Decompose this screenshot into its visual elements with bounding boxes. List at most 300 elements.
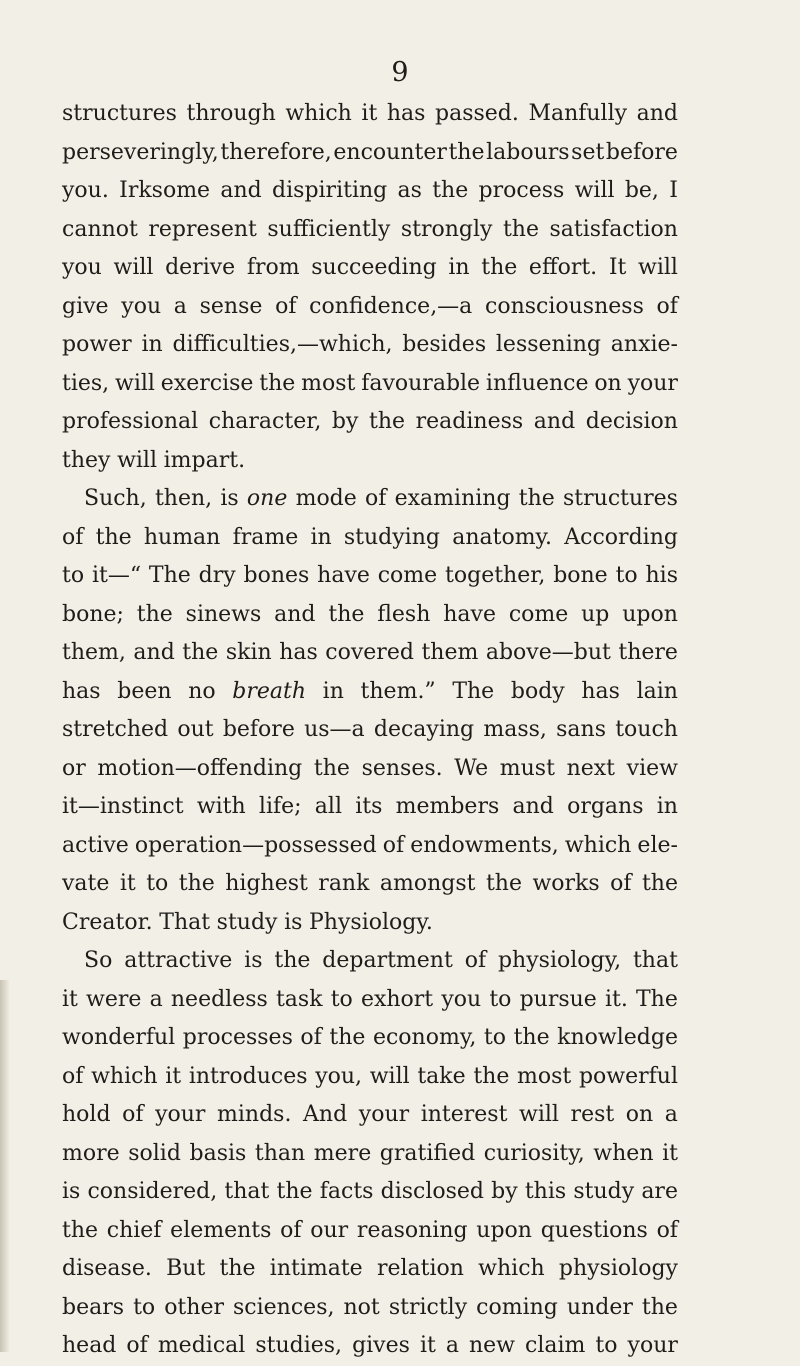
word: through (186, 101, 276, 126)
text-line (62, 557, 678, 596)
word: rest (570, 1102, 615, 1127)
word: which (285, 101, 352, 126)
word: organs (567, 794, 644, 819)
word: attractive (124, 948, 233, 973)
word: set (571, 139, 605, 165)
word: come (508, 601, 569, 627)
word: of (656, 1217, 678, 1243)
word: the (448, 139, 485, 165)
word: his (645, 563, 678, 588)
text-line (62, 480, 678, 519)
word: will (115, 370, 155, 396)
word: all (314, 794, 342, 819)
word: dry (198, 563, 236, 588)
word: is (244, 948, 263, 973)
word: has (386, 101, 426, 126)
word: not (343, 1294, 380, 1320)
word: active (62, 832, 129, 858)
word: frame (232, 524, 299, 550)
word: as (397, 178, 422, 203)
word: sciences, (233, 1294, 335, 1320)
word: bears (62, 1294, 125, 1320)
word: it (62, 986, 78, 1012)
word: under (566, 1294, 633, 1320)
word: medical (157, 1333, 246, 1358)
word: them, (62, 640, 126, 665)
word: of (610, 871, 632, 896)
page-number: 9 (391, 57, 409, 88)
word: to (595, 1333, 618, 1358)
word: you. (62, 178, 109, 203)
word: head (62, 1333, 117, 1358)
word: decision (585, 409, 678, 434)
text-line (62, 211, 678, 250)
word: and (274, 601, 316, 627)
word: and (133, 640, 175, 665)
word: strictly (388, 1294, 468, 1320)
word: highest (225, 871, 308, 896)
word: works (532, 871, 600, 896)
word: them.” (360, 678, 436, 704)
word: it (662, 1140, 678, 1166)
word: have (443, 601, 496, 627)
word: new (468, 1333, 516, 1358)
word: a (664, 1102, 678, 1127)
word: before (605, 139, 678, 165)
word: been (117, 678, 172, 704)
text-line (62, 827, 678, 866)
word: then, (154, 486, 213, 511)
word: hold (62, 1102, 111, 1127)
word: before (222, 717, 295, 742)
word: to (133, 1294, 156, 1320)
word: of (275, 293, 297, 319)
word: above—but (485, 640, 611, 665)
word: anxie- (610, 332, 678, 357)
word: in (656, 794, 678, 819)
word: the (259, 370, 296, 396)
word: chief (106, 1217, 162, 1243)
word: basis (189, 1140, 247, 1166)
word: wonderful (62, 1025, 176, 1050)
word: ties, (62, 370, 110, 396)
word: them (421, 640, 479, 665)
word: represent (148, 216, 257, 242)
word: is (62, 1179, 81, 1204)
word: motion—offending (97, 755, 303, 781)
word: professional (62, 409, 199, 434)
word: succeeding (311, 255, 437, 280)
word: will (519, 1102, 559, 1127)
word: of (122, 1102, 144, 1127)
word: which (478, 1256, 545, 1281)
word: up (581, 601, 610, 627)
word: more (62, 1140, 120, 1166)
word: the (432, 178, 469, 203)
word: when (593, 1140, 654, 1166)
word: introduces (188, 1063, 308, 1089)
word: considered, (87, 1179, 218, 1204)
word: will (369, 1063, 410, 1089)
word: your (627, 1333, 678, 1358)
word: According (564, 524, 678, 550)
word: the (481, 255, 518, 280)
word: satisfaction (549, 216, 678, 242)
word: there (618, 640, 678, 665)
word: bones (243, 563, 310, 588)
text-line (62, 1250, 678, 1289)
word: interest (420, 1102, 508, 1127)
word: needless (170, 986, 268, 1012)
word: the (95, 524, 132, 550)
word: will (113, 255, 154, 280)
word: of (464, 948, 487, 973)
word: the (513, 1025, 550, 1050)
word: encounter (333, 139, 447, 165)
word: strongly (400, 216, 493, 242)
text-line (62, 365, 678, 404)
word: and (533, 409, 576, 434)
text-line (62, 172, 678, 211)
word: disease. (62, 1256, 152, 1281)
word: mode (295, 486, 357, 511)
word: powerful (578, 1063, 678, 1089)
word: physiology (558, 1256, 678, 1281)
word: from (246, 255, 300, 280)
word: study (573, 1179, 635, 1204)
word: to (146, 871, 169, 896)
word: stretched (62, 717, 169, 742)
word: will (117, 447, 158, 473)
word: structures (62, 101, 177, 126)
word: examining (394, 486, 511, 511)
text-line (62, 442, 678, 481)
word: the (62, 1217, 99, 1243)
word: coming (476, 1294, 558, 1320)
word: the (502, 216, 539, 242)
word: structures (563, 486, 678, 511)
word: human (143, 524, 221, 550)
text-line (62, 942, 678, 981)
word: passed. (435, 101, 519, 126)
word: it—“ (91, 563, 142, 588)
word: come (377, 563, 438, 588)
word: pursue (519, 986, 597, 1012)
word: has (581, 678, 620, 704)
word: Such, (84, 486, 147, 511)
word: has (62, 678, 101, 704)
word: of (365, 486, 387, 511)
word: I (669, 178, 678, 203)
word: which (91, 1063, 158, 1089)
word: questions (540, 1217, 648, 1243)
word: And (303, 1102, 348, 1127)
word: labours (486, 139, 570, 165)
word: the (369, 409, 406, 434)
word: to (62, 563, 85, 588)
word: or (62, 755, 86, 781)
word: body (510, 678, 565, 704)
word: and (220, 178, 262, 203)
word: difficulties,—which, (172, 332, 393, 357)
word: it (419, 1333, 436, 1358)
word: That (159, 909, 211, 935)
word: on (594, 370, 622, 396)
word: its (355, 794, 383, 819)
word: sinews (185, 601, 262, 627)
word: elements (170, 1217, 272, 1243)
word: and (512, 794, 554, 819)
word: of (300, 1025, 322, 1050)
word: the (473, 1063, 510, 1089)
word: vate (62, 871, 110, 896)
word: our (310, 1217, 349, 1243)
word: studying (343, 524, 440, 550)
word: derive (165, 255, 236, 280)
word: most (301, 370, 356, 396)
word: you, (315, 1063, 363, 1089)
word: besides (402, 332, 487, 357)
word: character, (208, 409, 322, 434)
word: reasoning (356, 1217, 468, 1243)
word: you (62, 255, 102, 280)
word: take (417, 1063, 466, 1089)
word: must (499, 755, 555, 781)
word: skin (225, 640, 272, 665)
word: your (627, 370, 678, 396)
word: are (641, 1179, 678, 1204)
word: it (361, 101, 378, 126)
word: decaying (373, 717, 475, 742)
word: this (524, 1179, 567, 1204)
word: to (489, 986, 512, 1012)
text-line (62, 634, 678, 673)
text-line (62, 1019, 678, 1058)
word: your (155, 1102, 206, 1127)
word: lain (636, 678, 678, 704)
word: together, (445, 563, 546, 588)
word: gives (352, 1333, 410, 1358)
word: Irksome (119, 178, 211, 203)
word: by (491, 1179, 518, 1204)
word: it—instinct (62, 794, 184, 819)
word: mere (313, 1140, 372, 1166)
word: curiosity, (483, 1140, 585, 1166)
word: that (224, 1179, 270, 1204)
text-line (62, 1327, 678, 1366)
word: life; (258, 794, 302, 819)
word: therefore, (220, 139, 332, 165)
word: solid (128, 1140, 181, 1166)
word: on (625, 1102, 654, 1127)
word: physiology, (497, 948, 622, 973)
word: of (62, 524, 84, 550)
word: operation—possessed (134, 832, 377, 858)
text-line (62, 788, 678, 827)
word: exercise (160, 370, 254, 396)
word: give (62, 293, 109, 319)
word: most (517, 1063, 572, 1089)
word: bone; (62, 601, 124, 627)
text-line (62, 288, 678, 327)
word: the (274, 948, 311, 973)
word: with (196, 794, 246, 819)
word: Creator. (62, 909, 153, 935)
word: a (445, 1333, 459, 1358)
word: to (615, 563, 638, 588)
word: other (164, 1294, 224, 1320)
word: of (382, 832, 405, 858)
word: a (149, 986, 163, 1012)
word: the (178, 871, 215, 896)
word: is (284, 909, 303, 935)
text-line (62, 596, 678, 635)
word: your (358, 1102, 410, 1127)
word: it (165, 1063, 182, 1089)
word: perseveringly, (62, 139, 219, 165)
text-line (62, 711, 678, 750)
word: lessening (495, 332, 602, 357)
text-line (62, 904, 678, 943)
word: minds. (217, 1102, 292, 1127)
text-line (62, 519, 678, 558)
word: one (246, 486, 288, 511)
word: the (182, 640, 219, 665)
word: the (136, 601, 173, 627)
word: of (62, 1063, 84, 1089)
text-line (62, 326, 678, 365)
word: they (62, 447, 111, 473)
word: impart. (163, 447, 246, 473)
word: which (564, 832, 632, 858)
word: in (448, 255, 470, 280)
text-line (62, 673, 678, 712)
word: Physiology. (309, 909, 433, 935)
word: department (322, 948, 453, 973)
word: it. (604, 986, 628, 1012)
word: have (317, 563, 370, 588)
word: influence (485, 370, 589, 396)
word: and (636, 101, 678, 126)
word: task (275, 986, 323, 1012)
word: members (395, 794, 500, 819)
word: in (141, 332, 163, 357)
word: facts (319, 1179, 374, 1204)
text-line (62, 1289, 678, 1328)
word: no (188, 678, 216, 704)
word: economy, (372, 1025, 477, 1050)
word: you (121, 293, 162, 319)
word: cannot (62, 216, 138, 242)
word: process (478, 178, 565, 203)
word: Manfully (528, 101, 628, 126)
word: the (219, 1256, 256, 1281)
word: will (574, 178, 615, 203)
word: of (280, 1217, 302, 1243)
word: bone (553, 563, 608, 588)
word: be, (624, 178, 659, 203)
word: breath (232, 678, 307, 704)
word: were (86, 986, 142, 1012)
word: ele- (637, 832, 678, 858)
text-line (62, 1135, 678, 1174)
text-line (62, 750, 678, 789)
word: readiness (415, 409, 524, 434)
word: study (216, 909, 278, 935)
word: confidence,—a (309, 293, 473, 319)
word: the (518, 486, 555, 511)
word: the (641, 1294, 678, 1320)
word: a (173, 293, 187, 319)
word: claim (525, 1333, 586, 1358)
word: amongst (379, 871, 476, 896)
word: studies, (255, 1333, 343, 1358)
text-line (62, 981, 678, 1020)
word: anatomy. (452, 524, 553, 550)
word: consciousness (485, 293, 644, 319)
word: gratified (379, 1140, 476, 1166)
word: the (276, 1179, 313, 1204)
word: that (632, 948, 678, 973)
word: relation (376, 1256, 464, 1281)
text-line (62, 249, 678, 288)
word: power (62, 332, 132, 357)
word: is (220, 486, 239, 511)
text-line (62, 403, 678, 442)
word: the (313, 755, 350, 781)
text-line (62, 1212, 678, 1251)
word: us—a (304, 717, 365, 742)
word: upon (476, 1217, 532, 1243)
word: you (441, 986, 482, 1012)
page-edge-shadow (0, 980, 10, 1352)
word: dispiriting (272, 178, 388, 203)
word: will (637, 255, 678, 280)
word: intimate (269, 1256, 363, 1281)
word: mass, (483, 717, 547, 742)
word: sufficiently (267, 216, 391, 242)
word: covered (325, 640, 414, 665)
word: touch (615, 717, 678, 742)
body-text (62, 95, 678, 1366)
word: upon (622, 601, 678, 627)
word: sans (556, 717, 606, 742)
word: the (485, 871, 522, 896)
word: than (254, 1140, 306, 1166)
word: the (328, 601, 365, 627)
word: The (148, 563, 191, 588)
word: We (454, 755, 489, 781)
word: The (636, 986, 678, 1012)
word: endowments, (410, 832, 559, 858)
word: So (84, 948, 113, 973)
word: the (641, 871, 678, 896)
text-line (62, 134, 678, 173)
word: It (608, 255, 627, 280)
word: has (279, 640, 318, 665)
text-line (62, 1096, 678, 1135)
text-line (62, 1173, 678, 1212)
word: of (126, 1333, 148, 1358)
word: The (452, 678, 495, 704)
text-line (62, 865, 678, 904)
word: flesh (377, 601, 431, 627)
word: rank (318, 871, 370, 896)
word: in (310, 524, 332, 550)
word: exhort (360, 986, 434, 1012)
word: processes (182, 1025, 293, 1050)
word: view (626, 755, 678, 781)
